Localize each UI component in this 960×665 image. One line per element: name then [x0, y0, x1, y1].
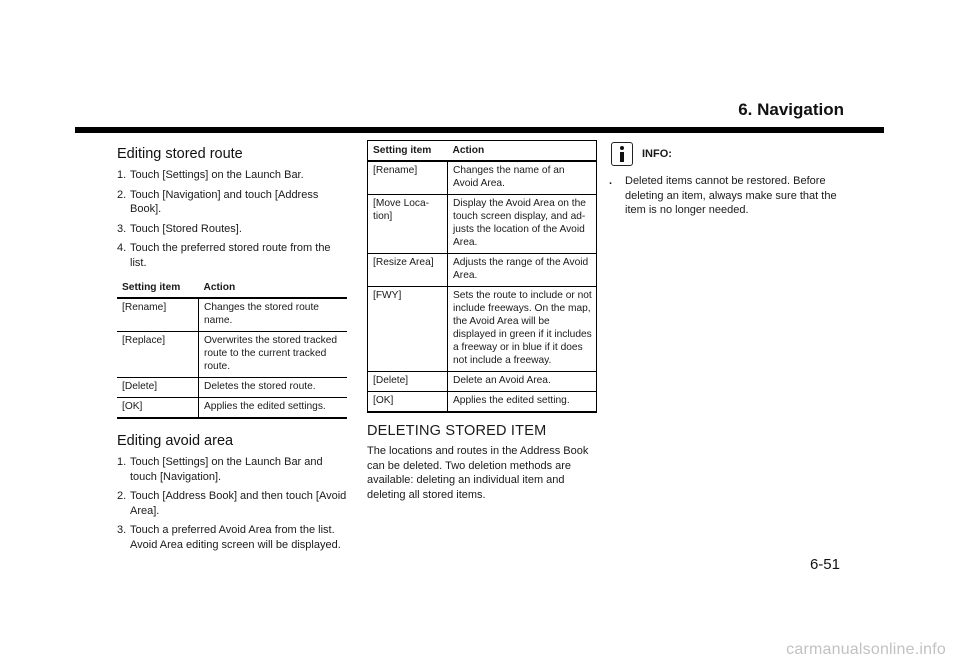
table-row — [368, 392, 597, 413]
step-text: Touch [Stored Routes]. — [130, 222, 242, 235]
list-item — [117, 489, 347, 518]
table-row — [368, 287, 597, 372]
step-text: Touch a preferred Avoid Area from the list. Avoid Area editing screen will be displayed. — [130, 524, 341, 551]
list-item — [117, 188, 347, 217]
table-cell-action: Delete an Avoid Area. — [448, 372, 597, 392]
table-cell-item: [Resize Area] — [368, 254, 448, 287]
step-number: 4. — [117, 242, 127, 254]
table-row — [117, 378, 347, 398]
chapter-title: 6. Navigation — [738, 100, 844, 119]
column-right — [609, 140, 845, 218]
list-item — [117, 241, 347, 270]
step-number: 2. — [117, 188, 127, 201]
table-header-row — [117, 278, 347, 298]
list-item — [117, 455, 347, 484]
table-cell-action: Overwrites the stored tracked route to the current tracked route. — [199, 332, 348, 378]
step-number: 1. — [117, 456, 127, 468]
table-cell-action: Deletes the stored route. — [199, 378, 348, 398]
step-text: Touch [Settings] on the Launch Bar. — [130, 169, 304, 181]
table-cell-action: Changes the name of an Avoid Area. — [448, 161, 597, 195]
table-cell-item: [Delete] — [368, 372, 448, 392]
table-cell-item: [Replace] — [117, 332, 199, 378]
table-cell-action: Display the Avoid Area on the touch screen display, and ad- justs the location of the Avoid Area. — [448, 195, 597, 254]
info-text: Deleted items cannot be restored. Before deleting an item, always make sure that the item is no longer needed. — [625, 175, 837, 216]
table-row — [117, 332, 347, 378]
table-cell-action: Changes the stored route name. — [199, 298, 348, 332]
info-label: INFO: — [642, 148, 672, 160]
step-text: Touch [Settings] on the Launch Bar and touch [Navigation]. — [130, 456, 323, 483]
column-left — [117, 140, 347, 557]
column-header-action: Action — [199, 278, 348, 298]
table-cell-action: Adjusts the range of the Avoid Area. — [448, 254, 597, 287]
table-cell-item: [Move Loca- tion] — [368, 195, 448, 254]
watermark: carmanualsonline.info — [786, 641, 946, 658]
step-text: Touch [Navigation] and touch [Address Book]. — [130, 188, 319, 215]
step-number: 1. — [117, 169, 127, 181]
info-header — [611, 142, 845, 166]
info-bullet-item — [609, 174, 845, 218]
column-header-action: Action — [448, 141, 597, 162]
info-icon — [611, 142, 633, 166]
page-number: 6-51 — [809, 556, 840, 573]
avoid-area-settings-table — [367, 140, 597, 413]
deleting-paragraph: The locations and routes in the Address Book can be deleted. Two deletion methods are available: deleting an individual item and deleting all stored items. — [367, 445, 589, 501]
step-text: Touch the preferred stored route from the list. — [130, 242, 331, 269]
header-rule — [75, 127, 884, 133]
table-cell-item: [Rename] — [368, 161, 448, 195]
steps-avoid-area — [117, 455, 347, 552]
heading-editing-avoid-area: Editing avoid area — [117, 433, 234, 449]
table-cell-action: Applies the edited setting. — [448, 392, 597, 413]
step-number: 3. — [117, 222, 127, 235]
list-item — [117, 523, 347, 552]
table-row — [117, 298, 347, 332]
table-row — [368, 195, 597, 254]
table-cell-action: Sets the route to include or not include freeways. On the map, the Avoid Area will be displayed in green if it includes a freeway or in blue if it does not include a freeway. — [448, 287, 597, 372]
heading-deleting-stored-item: DELETING STORED ITEM — [367, 423, 547, 439]
column-middle — [367, 140, 597, 502]
table-cell-action: Applies the edited settings. — [199, 398, 348, 419]
table-cell-item: [OK] — [117, 398, 199, 419]
table-row — [368, 254, 597, 287]
table-row — [368, 372, 597, 392]
table-row — [368, 161, 597, 195]
table-cell-item: [FWY] — [368, 287, 448, 372]
heading-editing-stored-route: Editing stored route — [117, 146, 243, 162]
table-header-row — [368, 141, 597, 162]
step-text: Touch [Address Book] and then touch [Avoid Area]. — [130, 490, 347, 517]
table-cell-item: [Rename] — [117, 298, 199, 332]
column-header-setting-item: Setting item — [368, 141, 448, 162]
column-header-setting-item: Setting item — [117, 278, 199, 298]
list-item — [117, 168, 347, 183]
stored-route-settings-table — [117, 278, 347, 419]
steps-stored-route — [117, 168, 347, 270]
table-cell-item: [Delete] — [117, 378, 199, 398]
step-number: 3. — [117, 524, 127, 536]
table-row — [117, 398, 347, 419]
table-cell-item: [OK] — [368, 392, 448, 413]
bullet-marker: . — [609, 175, 613, 187]
step-number: 2. — [117, 490, 127, 502]
list-item — [117, 222, 347, 237]
